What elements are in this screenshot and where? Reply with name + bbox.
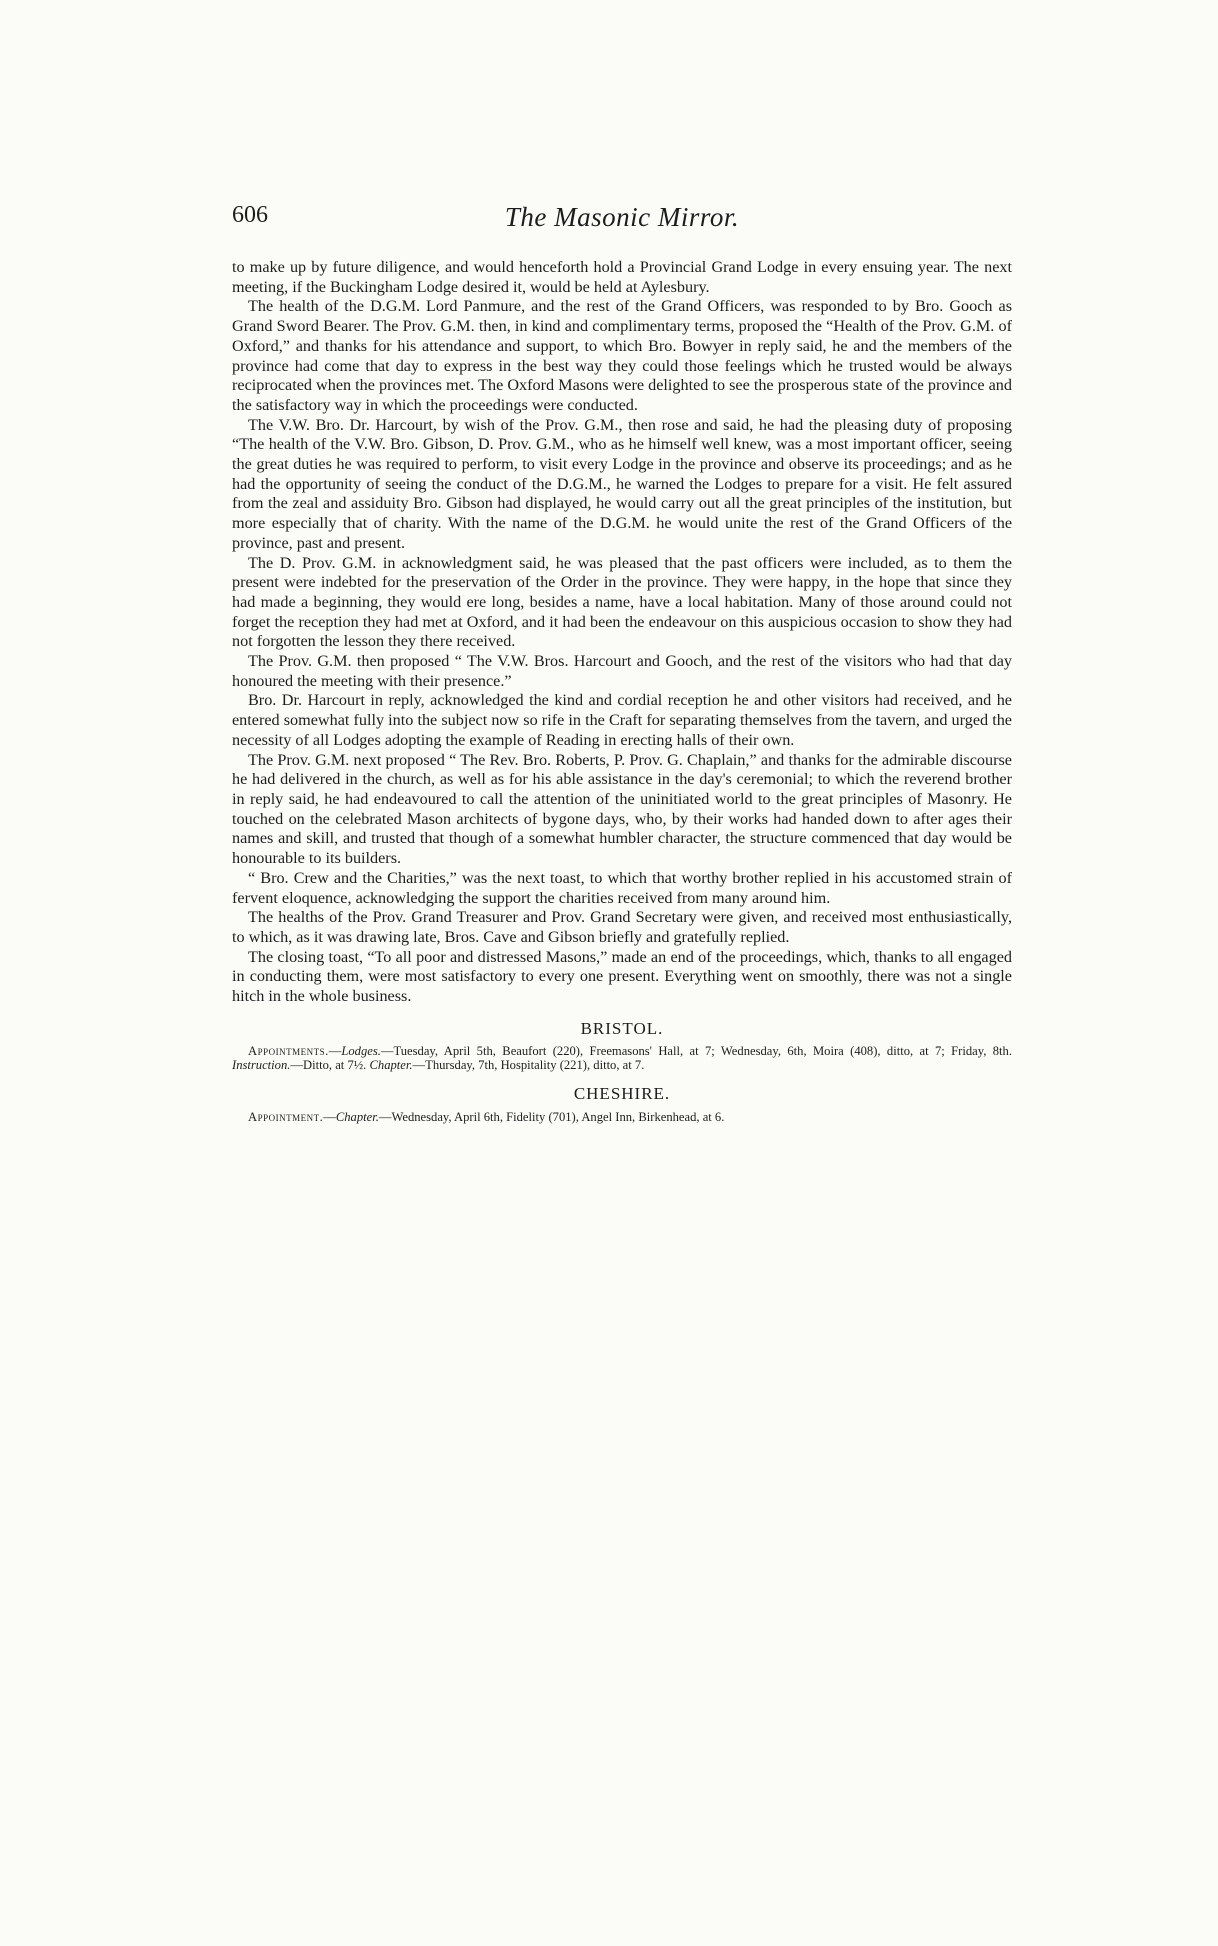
- paragraph: The closing toast, “To all poor and distressed Masons,” made an end of the proceedings, which, thanks to all engaged in conducting them, were most satisfactory to every one present. Everything went on smoothly, there was not a single hitch in the whole business.: [232, 947, 1012, 1006]
- instruction-text: —Ditto, at 7½.: [290, 1058, 367, 1073]
- chapter-text: —Thursday, 7th, Hospitality (221), ditto, at 7.: [412, 1058, 645, 1073]
- page-number: 606: [232, 202, 268, 228]
- paragraph: The health of the D.G.M. Lord Panmure, and the rest of the Grand Officers, was responded to by Bro. Gooch as Grand Sword Bearer. The Prov. G.M. then, in kind and complimentary terms, proposed the “Health of the Prov. G.M. of Oxford,” and thanks for his attendance and support, to which Bro. Bowyer in reply said, he and the members of the province had come that day to express in the best way they could those feelings which he trusted would be always reciprocated when the provinces met. The Oxford Masons were delighted to see the prosperous state of the province and the satisfactory way in which the proceedings were conducted.: [232, 297, 1012, 414]
- chapter-label: Chapter.: [335, 1110, 379, 1125]
- lodges-label: Lodges.: [341, 1044, 381, 1059]
- paragraph: The V.W. Bro. Dr. Harcourt, by wish of the Prov. G.M., then rose and said, he had the pleasing duty of proposing “The health of the V.W. Bro. Gibson, D. Prov. G.M., who as he himself well knew, was a most important officer, seeing the great duties he was required to perform, to visit every Lodge in the province and observe its proceedings; and as he had the opportunity of seeing the conduct of the D.G.M., he warned the Lodges to prepare for a visit. He felt assured from the zeal and assiduity Bro. Gibson had displayed, he would carry out all the great principles of the institution, but more especially that of charity. With the name of the D.G.M. he would unite the rest of the Grand Officers of the province, past and present.: [232, 415, 1012, 552]
- bristol-appointments: Appointments.—Lodges.—Tuesday, April 5th, Beaufort (220), Freemasons' Hall, at 7; Wednesday, 6th, Moira (408), ditto, at 7; Friday, 8th. Instruction.—Ditto, at 7½. Chapter.—Thursday, 7th, Hospitality (221), ditto, at 7.: [232, 1044, 1012, 1073]
- section-heading-cheshire: CHESHIRE.: [573, 1084, 671, 1104]
- paragraph: Bro. Dr. Harcourt in reply, acknowledged the kind and cordial reception he and other visitors had received, and he entered somewhat fully into the subject now so rife in the Craft for separating themselves from the tavern, and urged the necessity of all Lodges adopting the example of Reading in erecting halls of their own.: [232, 691, 1012, 749]
- paragraph: “ Bro. Crew and the Charities,” was the next toast, to which that worthy brother replied in his accustomed strain of fervent eloquence, acknowledging the support the charities received from many around him.: [232, 868, 1012, 907]
- page-header: [232, 202, 1012, 242]
- paragraph: to make up by future diligence, and would henceforth hold a Provincial Grand Lodge in every ensuing year. The next meeting, if the Buckingham Lodge desired it, would be held at Aylesbury.: [232, 258, 1012, 296]
- paragraph: The Prov. G.M. then proposed “ The V.W. Bros. Harcourt and Gooch, and the rest of the visitors who had that day honoured the meeting with their presence.”: [232, 652, 1012, 690]
- running-title: The Masonic Mirror.: [504, 202, 740, 232]
- lodges-text: —Tuesday, April 5th, Beaufort (220), Freemasons' Hall, at 7; Wednesday, 6th, Moira (408), ditto, at 7; Friday, 8th.: [380, 1044, 1012, 1059]
- paragraph: The Prov. G.M. next proposed “ The Rev. Bro. Roberts, P. Prov. G. Chaplain,” and thanks for the admirable discourse he had delivered in the church, as well as for his able assistance in the day's ceremonial; to which the reverend brother in reply said, he had endeavoured to call the attention of the uninitiated world to the great principles of Masonry. He touched on the celebrated Mason architects of bygone days, who, by their works had handed down to after ages their names and skill, and trusted that though of a somewhat humbler character, the structure commenced that day would be honourable to its builders.: [232, 750, 1012, 868]
- section-heading-bristol: BRISTOL.: [580, 1018, 664, 1038]
- paragraph: The D. Prov. G.M. in acknowledgment said, he was pleased that the past officers were included, as to them the present were indebted for the preservation of the Order in the province. They were happy, in the hope that since they had made a beginning, they would ere long, besides a name, have a local habitation. Many of those around could not forget the reception they had met at Oxford, and it had been the endeavour on this auspicious occasion to show they had not forgotten the lesson they there received.: [232, 553, 1012, 651]
- instruction-label: Instruction.: [232, 1058, 291, 1073]
- cheshire-appointment: Appointment.—Chapter.—Wednesday, April 6th, Fidelity (701), Angel Inn, Birkenhead, at 6.: [248, 1110, 725, 1125]
- chapter-label: Chapter.: [369, 1058, 413, 1073]
- appointment-label: Appointment.: [248, 1110, 324, 1125]
- paragraph: The healths of the Prov. Grand Treasurer and Prov. Grand Secretary were given, and received most enthusiastically, to which, as it was drawing late, Bros. Cave and Gibson briefly and gratefully replied.: [232, 908, 1012, 946]
- appointments-label: Appointments.: [248, 1044, 329, 1059]
- article-body: [232, 258, 1012, 1124]
- chapter-text: —Wednesday, April 6th, Fidelity (701), Angel Inn, Birkenhead, at 6.: [378, 1110, 725, 1125]
